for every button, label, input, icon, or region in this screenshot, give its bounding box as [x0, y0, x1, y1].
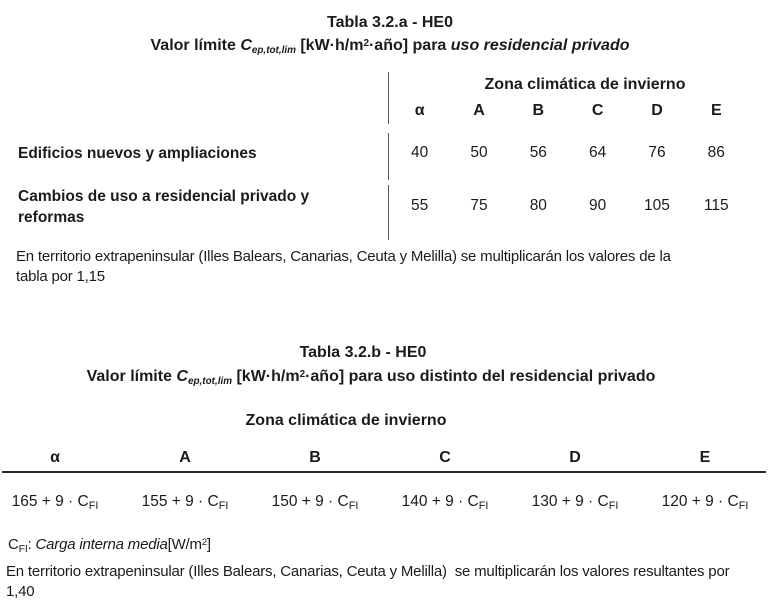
subtitle-prefix: Valor límite [86, 368, 177, 385]
subtitle-prefix: Valor límite [150, 37, 241, 54]
formula-subscript: FI [218, 499, 229, 512]
col-header-alpha: α [414, 102, 425, 119]
formula-subscript: FI [738, 499, 749, 512]
col-header-d: D [651, 102, 663, 119]
cfi-subscript: FI [18, 542, 28, 555]
cfi-unit-sup: 2 [201, 536, 207, 547]
formula-base: 165 + 9 · C [11, 493, 89, 510]
formula-subscript: FI [478, 499, 489, 512]
value-cell: 90 [589, 197, 607, 214]
formula-base: 130 + 9 · C [531, 493, 609, 510]
cfi-term: Carga interna media [35, 536, 168, 553]
formula-subscript: FI [348, 499, 359, 512]
table-a-row-2-label: Cambios de uso a residencial privado y reformas [18, 188, 310, 226]
value-cell: 64 [589, 144, 607, 161]
table-b-formula-row [0, 493, 770, 511]
col-header-e: E [710, 102, 722, 119]
table-a-subtitle [0, 37, 780, 55]
unit-open: [kW·h/m [295, 37, 364, 54]
cfi-unit-open: [W/m [167, 536, 202, 553]
formula-base: 140 + 9 · C [401, 493, 479, 510]
value-cell: 40 [411, 144, 429, 161]
formula-cell [640, 493, 770, 511]
formula-base: 120 + 9 · C [661, 493, 739, 510]
squared-sup: 2 [299, 368, 306, 380]
column-separator-seg-1 [388, 72, 389, 124]
formula-base: 155 + 9 · C [141, 493, 219, 510]
table-b-header-rule [2, 471, 766, 473]
value-cell: 80 [529, 197, 547, 214]
table-b-subtitle [0, 368, 742, 386]
value-cell: 55 [411, 197, 429, 214]
cfi-unit-close: ] [206, 536, 211, 553]
table-b-column-headers [0, 449, 770, 467]
unit-open: [kW·h/m [232, 368, 300, 385]
value-cell: 56 [529, 144, 547, 161]
col-header-d: D [569, 449, 581, 466]
table-a-row-1-label: Edificios nuevos y ampliaciones [18, 145, 257, 162]
col-header-c: C [591, 102, 604, 119]
col-header-a: A [179, 449, 191, 466]
formula-cell [120, 493, 250, 511]
value-cell: 115 [703, 197, 729, 214]
unit-close: ·año] para uso distinto del residencial privado [305, 368, 656, 385]
col-header-e: E [699, 449, 711, 466]
cep-subscript: ep,tot,lim [187, 375, 233, 387]
value-cell: 86 [707, 144, 725, 161]
column-separator-seg-2 [388, 133, 389, 180]
formula-cell [380, 493, 510, 511]
value-cell: 75 [470, 197, 488, 214]
table-a-title: Tabla 3.2.a - HE0 [327, 14, 453, 31]
formula-subscript: FI [88, 499, 99, 512]
value-cell: 50 [470, 144, 488, 161]
formula-subscript: FI [608, 499, 619, 512]
table-b-zone-header: Zona climática de invierno [245, 412, 447, 429]
formula-cell [510, 493, 640, 511]
cfi-separator: : [27, 536, 36, 553]
value-cell: 76 [648, 144, 666, 161]
table-a-row-1-values [390, 144, 746, 162]
col-header-a: A [473, 102, 485, 119]
col-header-b: B [532, 102, 545, 119]
formula-base: 150 + 9 · C [271, 493, 349, 510]
table-b-title: Tabla 3.2.b - HE0 [299, 344, 427, 361]
subtitle-emphasis: uso residencial privado [450, 37, 630, 54]
cfi-symbol: C [8, 536, 19, 553]
formula-cell [250, 493, 380, 511]
table-a-footnote: En territorio extrapeninsular (Illes Balears, Canarias, Ceuta y Melilla) se multiplicarán los valores de la tabla por 1,15 [16, 248, 675, 285]
column-separator-seg-3 [388, 185, 389, 240]
col-header-b: B [309, 449, 321, 466]
unit-close: ·año] para [368, 37, 451, 54]
col-header-alpha: α [50, 449, 60, 466]
squared-sup: 2 [363, 37, 369, 49]
table-b-footnote: En territorio extrapeninsular (Illes Balears, Canarias, Ceuta y Melilla) se multiplicarán los valores resultantes por 1,40 [6, 563, 734, 600]
value-cell: 105 [644, 197, 670, 214]
cep-symbol: C [240, 37, 252, 54]
col-header-c: C [439, 449, 451, 466]
table-a-column-headers [390, 102, 746, 120]
cep-subscript: ep,tot,lim [251, 44, 296, 56]
cfi-definition [8, 536, 211, 553]
table-a-row-2-values [390, 197, 746, 215]
table-a-zone-header: Zona climática de invierno [484, 76, 686, 93]
formula-cell [0, 493, 120, 511]
cep-symbol: C [176, 368, 188, 385]
